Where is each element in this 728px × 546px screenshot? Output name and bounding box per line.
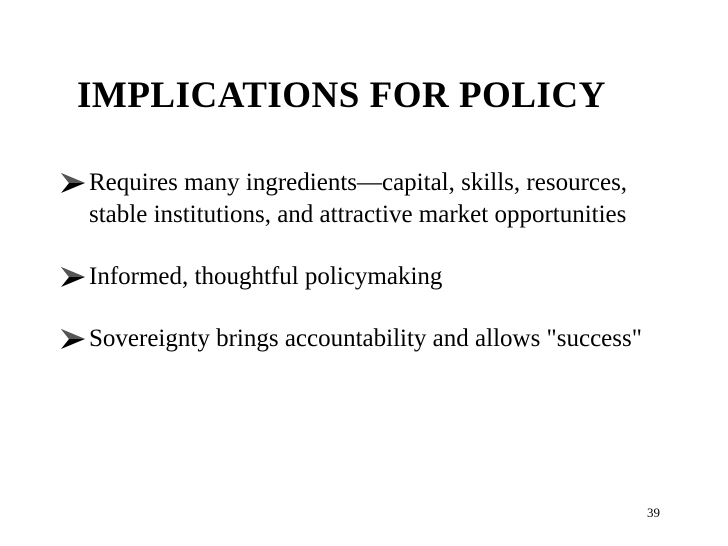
- arrowhead-bullet-icon: [60, 171, 86, 195]
- bullet-item: [60, 261, 660, 293]
- page-number: 39: [647, 505, 660, 520]
- bullet-text: Requires many ingredients—capital, skills, resources, stable institutions, and attractive market opportunities: [89, 169, 628, 228]
- bullet-text: Informed, thoughtful policymaking: [89, 263, 443, 290]
- bullet-item: [60, 167, 660, 231]
- bullet-item: [60, 323, 660, 355]
- slide-title: IMPLICATIONS FOR POLICY: [77, 75, 606, 116]
- arrowhead-bullet-icon: [60, 327, 86, 351]
- bullet-text: Sovereignty brings accountability and allows "success": [89, 325, 642, 352]
- bullet-list: [60, 167, 660, 355]
- arrowhead-bullet-icon: [60, 265, 86, 289]
